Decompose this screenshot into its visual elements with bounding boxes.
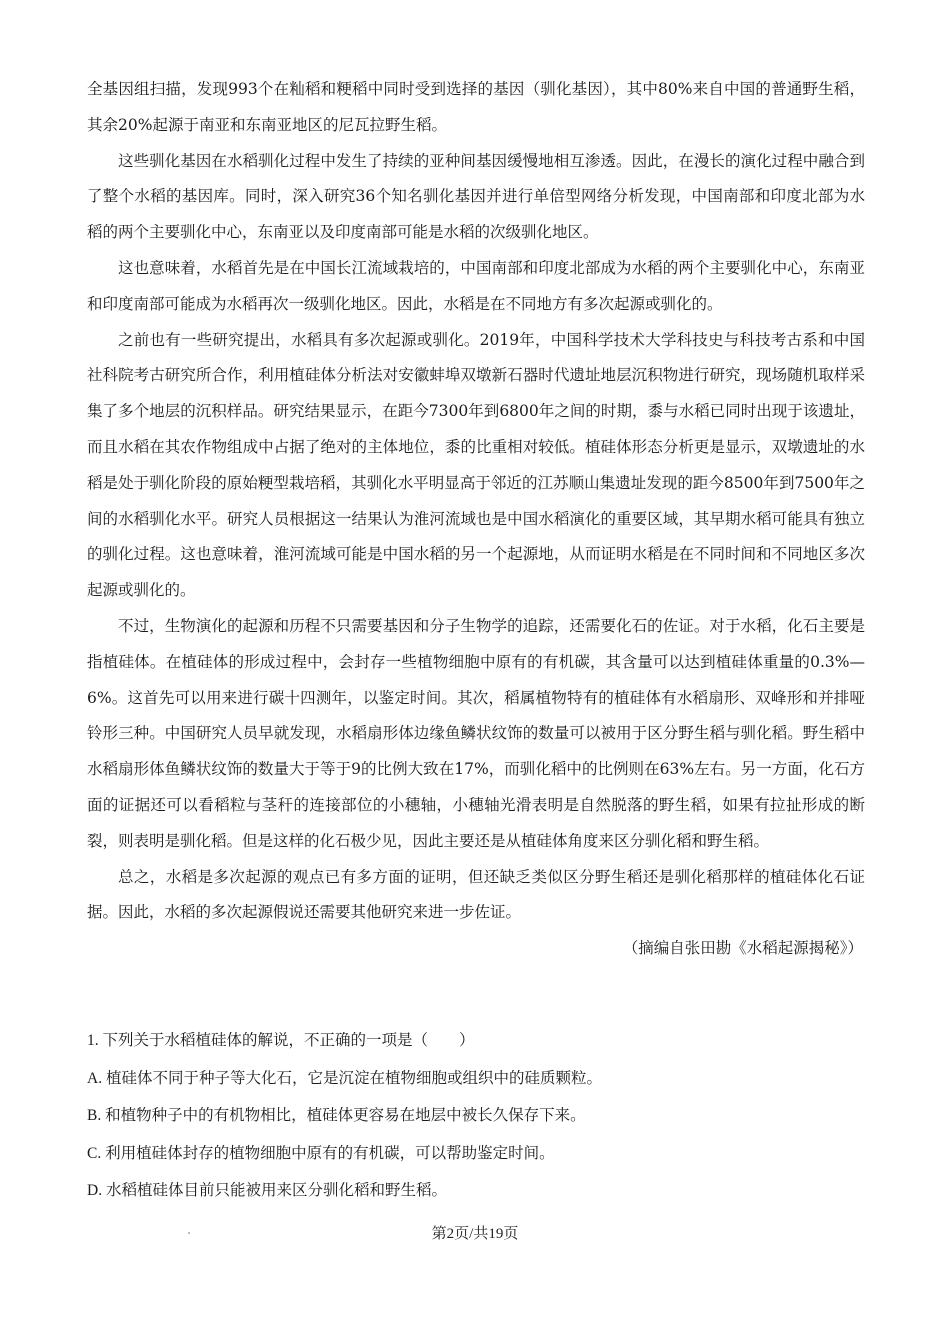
passage-paragraph: 全基因组扫描，发现993个在籼稻和粳稻中同时受到选择的基因（驯化基因），其中80%来自中国的普通野生稻，其余20%起源于南亚和东南亚地区的尼瓦拉野生稻。: [87, 80, 865, 134]
passage-paragraph: 这也意味着，水稻首先是在中国长江流域栽培的，中国南部和印度北部成为水稻的两个主要驯化中心，东南亚和印度南部可能成为水稻再次一级驯化地区。因此，水稻是在不同地方有多次起源或驯化的。: [87, 258, 865, 313]
option-c: C. 利用植硅体封存的植物细胞中原有的有机碳，可以帮助鉴定时间。: [87, 1144, 555, 1162]
passage-paragraph: 这些驯化基因在水稻驯化过程中发生了持续的亚种间基因缓慢地相互渗透。因此，在漫长的演化过程中融合到了整个水稻的基因库。同时，深入研究36个知名驯化基因并进行单倍型网络分析发现，中国南部和印度北部为水稻的两个主要驯化中心，东南亚以及印度南部可能是水稻的次级驯化地区。: [87, 151, 865, 242]
passage-source: （摘编自张田勘《水稻起源揭秘》）: [622, 939, 863, 958]
option-d: D. 水稻植硅体目前只能被用来区分驯化稻和野生稻。: [87, 1182, 447, 1200]
page-number: 第2页/共19页: [431, 1226, 519, 1242]
reading-passage: [87, 72, 865, 967]
passage-paragraph: 总之，水稻是多次起源的观点已有多方面的证明，但还缺乏类似区分野生稻还是驯化稻那样的植硅体化石证据。因此，水稻的多次起源假说还需要其他研究来进一步佐证。: [87, 867, 865, 922]
option-b: B. 和植物种子中的有机物相比，植硅体更容易在地层中被长久保存下来。: [87, 1107, 586, 1125]
question-block: [87, 1022, 865, 1210]
passage-paragraph: 不过，生物演化的起源和历程不只需要基因和分子生物学的追踪，还需要化石的佐证。对于水稻，化石主要是指植硅体。在植硅体的形成过程中，会封存一些植物细胞中原有的有机碳，其含量可以达到植硅体重量的0.3%—6%。这首先可以用来进行碳十四测年，以鉴定时间。其次，稻属植物特有的植硅体有水稻扇形、双峰形和并排哑铃形三种。中国研究人员早就发现，水稻扇形体边缘鱼鳞状纹饰的数量可以被用于区分野生稻与驯化稻。野生稻中水稻扇形体鱼鳞状纹饰的数量大于等于9的比例大致在17%，而驯化稻中的比例则在63%左右。另一方面，化石方面的证据还可以看稻粒与茎秆的连接部位的小穗轴，小穗轴光滑表明是自然脱落的野生稻，如果有拉扯形成的断裂，则表明是驯化稻。但是这样的化石极少见，因此主要还是从植硅体角度来区分驯化稻和野生稻。: [87, 616, 865, 850]
option-a: A. 植硅体不同于种子等大化石，它是沉淀在植物细胞或组织中的硅质颗粒。: [87, 1069, 602, 1087]
question-stem: 1. 下列关于水稻植硅体的解说，不正确的一项是（ ）: [87, 1032, 475, 1049]
passage-paragraph: 之前也有一些研究提出，水稻具有多次起源或驯化。2019年，中国科学技术大学科技史与科技考古系和中国社科院考古研究所合作，利用植硅体分析法对安徽蚌埠双墩新石器时代遗址地层沉积物进行研究，现场随机取样采集了多个地层的沉积样品。研究结果显示，在距今7300年到6800年之间的时期，黍与水稻已同时出现于该遗址，而且水稻在其农作物组成中占据了绝对的主体地位，黍的比重相对较低。植硅体形态分析更是显示，双墩遗址的水稻是处于驯化阶段的原始粳型栽培稻，其驯化水平明显高于邻近的江苏顺山集遗址发现的距今8500年到7500年之间的水稻驯化水平。研究人员根据这一结果认为淮河流域也是中国水稻演化的重要区域，其早期水稻可能具有独立的驯化过程。这也意味着，淮河流域可能是中国水稻的另一个起源地，从而证明水稻是在不同时间和不同地区多次起源或驯化的。: [87, 330, 865, 600]
